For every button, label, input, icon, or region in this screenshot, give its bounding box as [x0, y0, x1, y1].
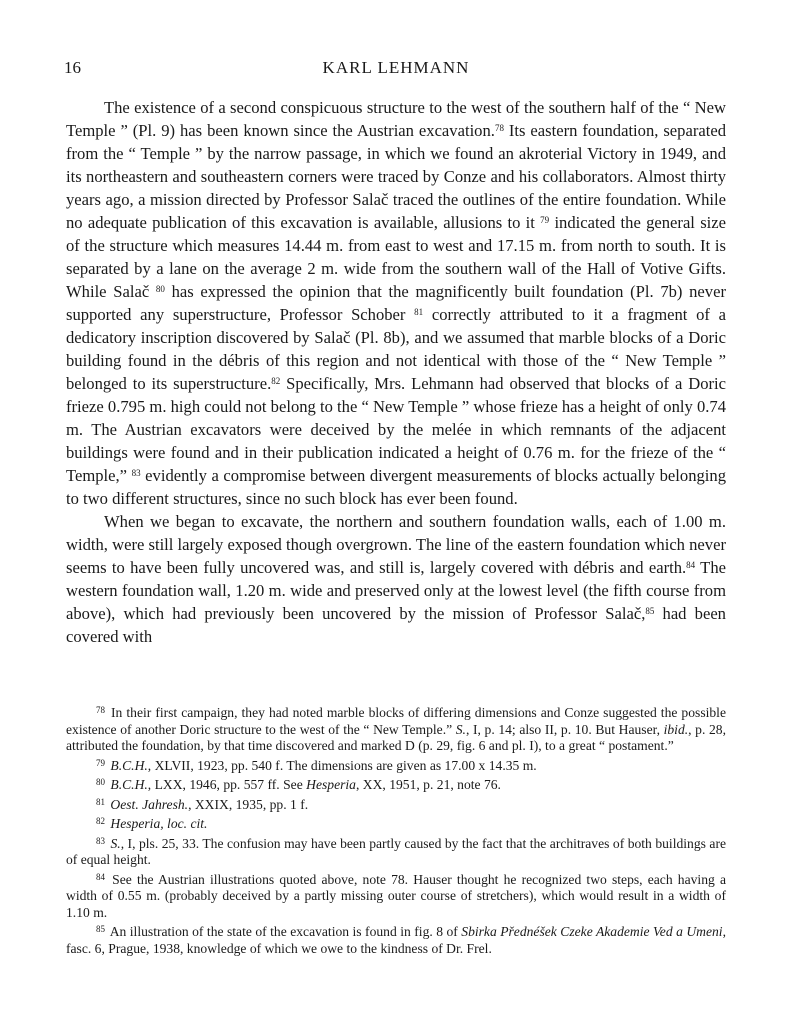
italic-text: ibid. — [663, 721, 689, 737]
footnote-79 — [66, 755, 726, 775]
text-run: , I, pls. 25, 33. The confusion may have been partly caused by the fact that the architraves of both buildings are of equal height. — [66, 835, 727, 867]
footnote-number: 85 — [96, 924, 105, 934]
footnote-ref-82: 82 — [271, 376, 281, 386]
footnote-number: 79 — [96, 757, 105, 768]
footnote-ref-83: 83 — [131, 468, 141, 478]
italic-text: S. — [110, 835, 121, 851]
italic-text: Oest. Jahresh. — [110, 796, 189, 812]
text-run: had been covered with — [66, 604, 726, 646]
text-run: Its eastern foundation, separated from the “ Temple ” by the narrow passage, in which we found an akroterial Victory in 1949, and its northeastern and southeastern corners were traced by Conze and his collaborators. Almost thirty years ago, a mission directed by Professor Salač traced the outlines of the entire foundation. While no adequate publication of this excavation is available, allusions to it — [66, 121, 726, 232]
footnote-82 — [66, 813, 726, 833]
footnote-83 — [66, 833, 726, 869]
footnote-ref-80: 80 — [155, 284, 165, 294]
footnote-78 — [66, 702, 726, 755]
page-header — [64, 58, 728, 82]
text-run: , XX, 1951, p. 21, note 76. — [355, 777, 501, 792]
footnote-85 — [66, 921, 726, 957]
text-run: , fasc. 6, Prague, 1938, knowledge of which we owe to the kindness of Dr. Frel. — [66, 924, 726, 956]
text-run: An illustration of the state of the excavation is found in fig. 8 of — [107, 924, 462, 939]
footnote-84 — [66, 869, 726, 922]
italic-text: Hesperia, loc. cit. — [110, 816, 208, 831]
text-run: Specifically, Mrs. Lehmann had observed that blocks of a Doric frieze 0.795 m. high could not belong to the “ New Temple ” whose frieze has a height of only 0.74 m. The Austrian excavators were deceived by the melée in which remnants of the adjacent buildings were found and in their publication indicated a height of 0.76 m. for the frieze of the “ Temple,” — [66, 374, 726, 485]
footnote-number: 81 — [96, 796, 105, 807]
text-run: correctly attributed to it a fragment of a dedicatory inscription discovered by Salač (Pl. 8b), and we assumed that marble blocks of a Doric building found in the débris of this region and not identical with those of the “ New Temple ” belonged to its superstructure. — [66, 305, 726, 393]
footnote-ref-79: 79 — [540, 215, 550, 225]
italic-text: Sbirka Přednéšek Czeke Akademie Ved a Umeni — [461, 924, 723, 939]
text-run: , p. 28, attributed the foundation, by that time discovered and marked D (p. 29, fig. 6 and pl. I), to a great “ postament.” — [66, 721, 726, 753]
footnote-81 — [66, 794, 726, 814]
italic-text: B.C.H. — [110, 777, 148, 792]
text-run: , XLVII, 1923, pp. 540 f. The dimensions are given as 17.00 x 14.35 m. — [147, 757, 537, 773]
footnote-number: 83 — [96, 835, 105, 846]
text-run: , LXX, 1946, pp. 557 ff. See — [147, 777, 307, 792]
text-run: indicated the general size of the structure which measures 14.44 m. from east to west and 17.15 m. from north to south. It is separated by a lane on the average 2 m. wide from the southern wall of the Hall of Votive Gifts. While Salač — [66, 213, 726, 301]
footnote-number: 82 — [96, 816, 105, 826]
text-run: The western foundation wall, 1.20 m. wide and preserved only at the lowest level (the fifth course from above), which had previously been uncovered by the mission of Professor Salač, — [66, 558, 726, 623]
footnote-ref-81: 81 — [414, 307, 424, 317]
footnote-number: 84 — [96, 871, 105, 882]
text-run: When we began to excavate, the northern and southern foundation walls, each of 1.00 m. width, were still largely exposed though overgrown. The line of the eastern foundation which never seems to have been fully uncovered was, and still is, largely covered with débris and earth. — [66, 512, 726, 577]
text-run: , I, p. 14; also II, p. 10. But Hauser, — [465, 721, 664, 737]
body-paragraph-2 — [66, 510, 726, 648]
text-run: evidently a compromise between divergent measurements of blocks actually belonging to two different structures, since no such block has ever been found. — [66, 466, 726, 508]
text-run: The existence of a second conspicuous structure to the west of the southern half of the “ New Temple ” (Pl. 9) has been known since the Austrian excavation. — [66, 98, 726, 140]
footnotes — [66, 702, 726, 957]
footnote-ref-84: 84 — [686, 560, 696, 570]
page-number: 16 — [64, 58, 81, 77]
text-run: has expressed the opinion that the magnificently built foundation (Pl. 7b) never supported any superstructure, Professor Schober — [66, 282, 726, 324]
text-run: , XXIX, 1935, pp. 1 f. — [188, 796, 309, 812]
text-run: See the Austrian illustrations quoted above, note 78. Hauser thought he recognized two steps, each having a width of 0.55 m. (probably deceived by a partly missing outer course of stretchers), which would result in a width of 1.10 m. — [66, 871, 726, 920]
italic-text: S. — [455, 721, 466, 737]
footnote-ref-85: 85 — [645, 606, 655, 616]
footnote-80 — [66, 774, 726, 794]
body-paragraph-1 — [66, 96, 726, 510]
italic-text: Hesperia — [306, 777, 356, 792]
main-text — [66, 96, 726, 648]
footnote-number: 78 — [96, 705, 105, 715]
italic-text: B.C.H. — [110, 757, 148, 773]
footnote-ref-78: 78 — [494, 123, 504, 133]
text-run: In their first campaign, they had noted marble blocks of differing dimensions and Conze suggested the possible existence of another Doric structure to the west of the “ New Temple.” — [66, 705, 726, 737]
running-head: KARL LEHMANN — [322, 58, 470, 77]
footnote-number: 80 — [96, 777, 105, 787]
